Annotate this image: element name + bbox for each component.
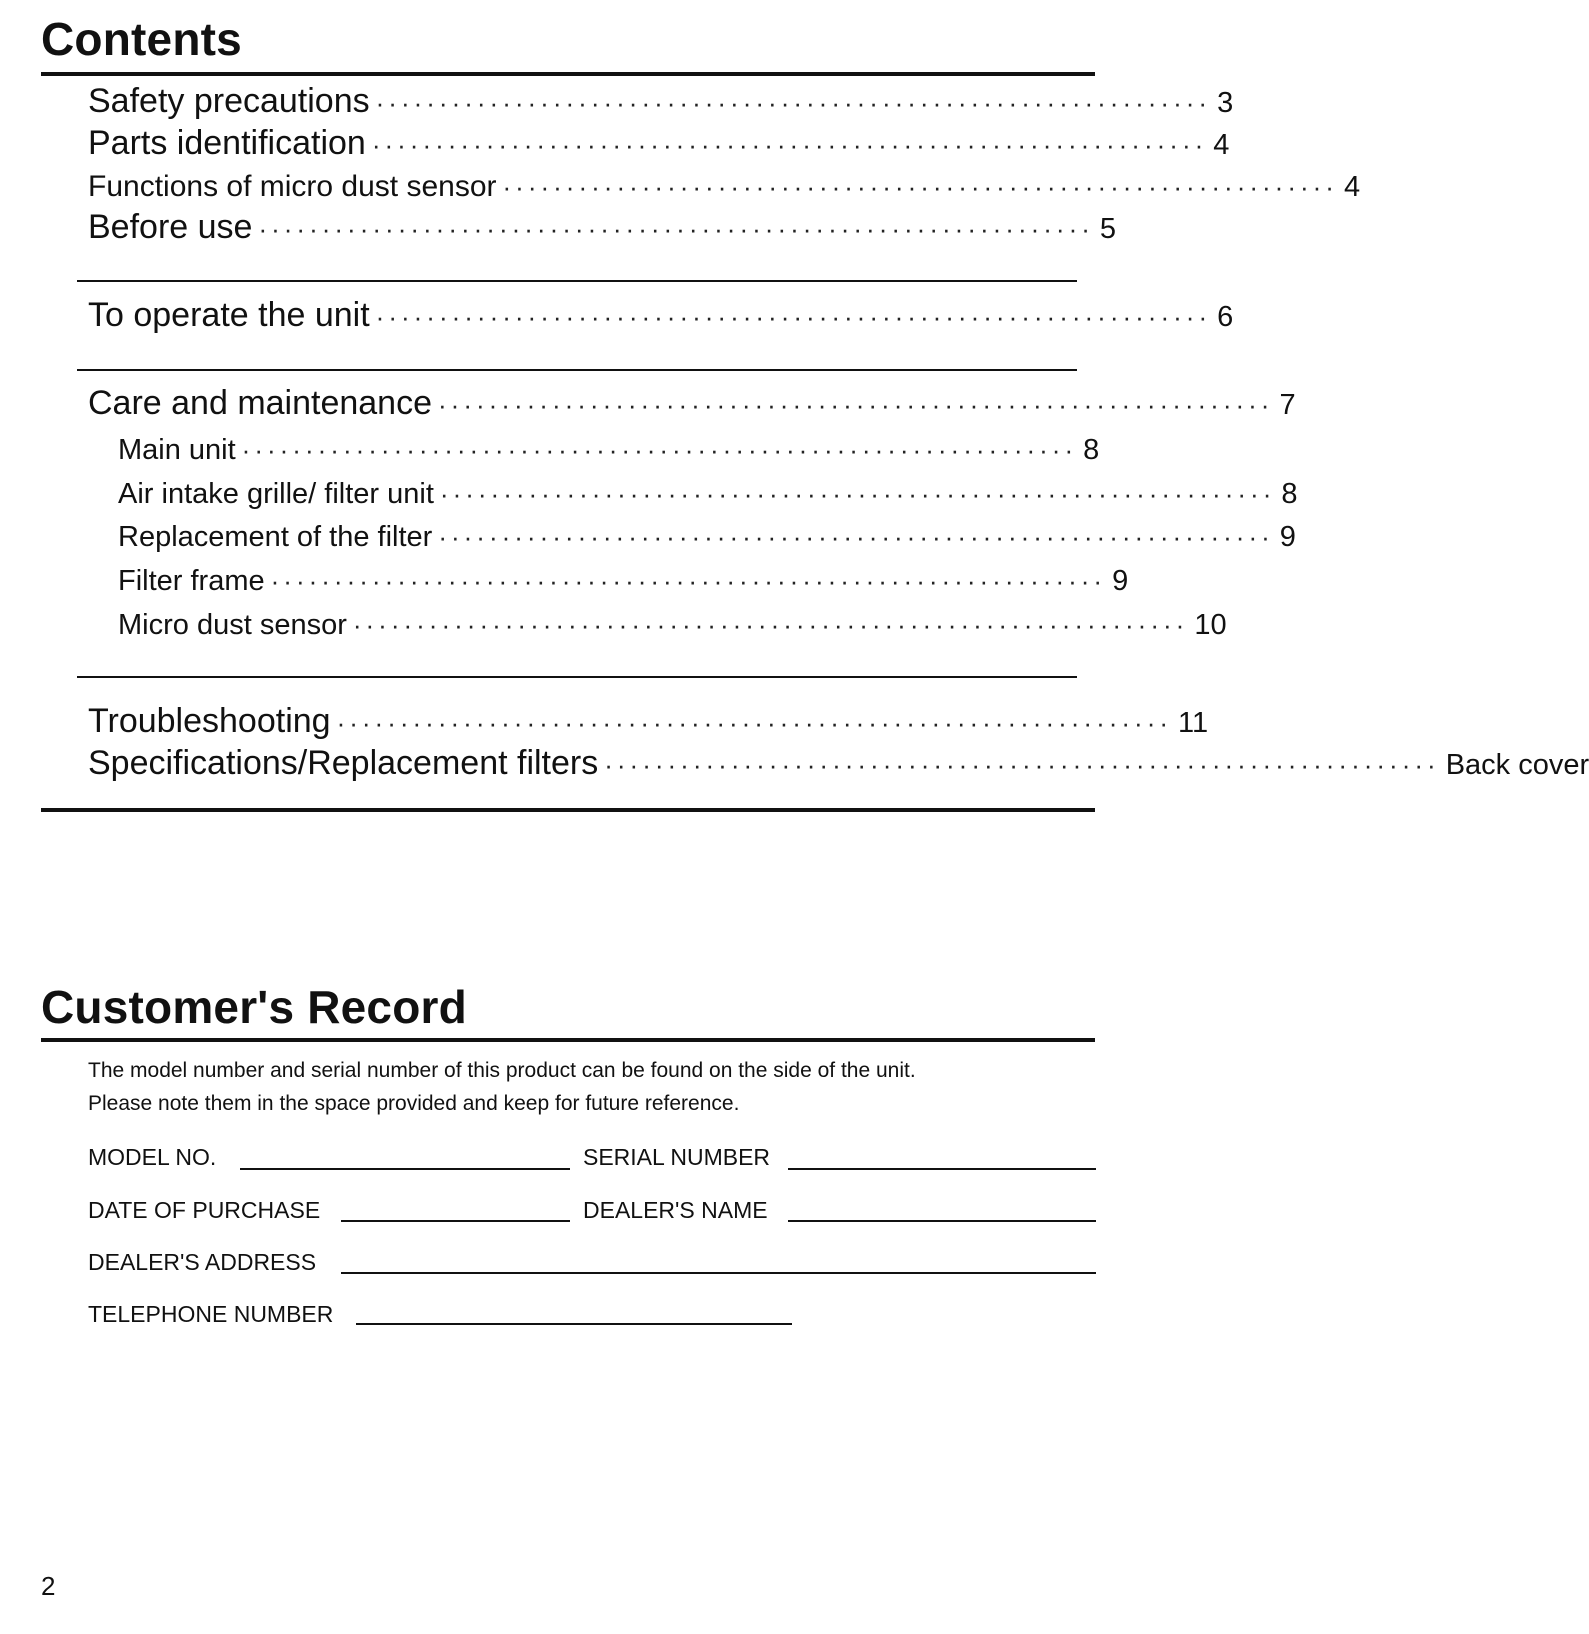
toc-group-divider bbox=[77, 369, 1077, 371]
toc-entry-page: 9 bbox=[1279, 521, 1296, 553]
toc-group-divider bbox=[77, 280, 1077, 282]
toc-entry-functions-micro-dust-sensor[interactable] bbox=[88, 170, 1361, 204]
toc-leader-dots: ·································································· bbox=[375, 88, 1212, 118]
toc-entry-before-use[interactable] bbox=[88, 208, 1117, 247]
toc-leader-dots: ·································································· bbox=[352, 610, 1189, 640]
date-of-purchase-label: DATE OF PURCHASE bbox=[88, 1197, 321, 1223]
toc-entry-page: 7 bbox=[1279, 389, 1296, 421]
dealers-address-field[interactable] bbox=[341, 1272, 1096, 1274]
telephone-number-field[interactable] bbox=[356, 1323, 792, 1325]
toc-entry-care-and-maintenance[interactable] bbox=[88, 384, 1296, 423]
toc-leader-dots: ·································································· bbox=[604, 750, 1440, 780]
toc-entry-filter-frame[interactable] bbox=[118, 565, 1129, 598]
toc-leader-dots: ·································································· bbox=[438, 390, 1274, 420]
toc-entry-title: Before use bbox=[88, 208, 253, 246]
toc-entry-page: 5 bbox=[1099, 213, 1117, 245]
toc-entry-title: Care and maintenance bbox=[88, 384, 433, 422]
toc-leader-dots: ·································································· bbox=[502, 172, 1338, 202]
toc-entry-safety-precautions[interactable] bbox=[88, 82, 1234, 121]
serial-number-field[interactable] bbox=[788, 1168, 1096, 1170]
toc-entry-title: Replacement of the filter bbox=[118, 521, 433, 553]
toc-entry-page: 4 bbox=[1213, 129, 1230, 161]
toc-leader-dots: ·································································· bbox=[336, 708, 1173, 738]
toc-entry-title: Filter frame bbox=[118, 565, 265, 597]
toc-entry-title: Specifications/Replacement filters bbox=[88, 744, 599, 782]
toc-entry-title: Air intake grille/ filter unit bbox=[118, 478, 434, 510]
toc-entry-main-unit[interactable] bbox=[118, 434, 1100, 467]
record-heading: Customer's Record bbox=[41, 981, 467, 1033]
record-intro-line-2: Please note them in the space provided and keep for future reference. bbox=[88, 1092, 740, 1115]
toc-entry-title: Micro dust sensor bbox=[118, 609, 347, 641]
toc-entry-title: To operate the unit bbox=[88, 296, 370, 334]
dealers-name-label: DEALER'S NAME bbox=[583, 1197, 768, 1223]
contents-bottom-rule bbox=[41, 808, 1095, 812]
telephone-number-label: TELEPHONE NUMBER bbox=[88, 1301, 334, 1327]
toc-entry-page: 4 bbox=[1343, 171, 1361, 203]
date-of-purchase-field[interactable] bbox=[341, 1220, 570, 1222]
toc-entry-page: 8 bbox=[1083, 434, 1100, 466]
toc-entry-page: 6 bbox=[1217, 301, 1234, 333]
model-no-label: MODEL NO. bbox=[88, 1144, 217, 1170]
toc-group-divider bbox=[77, 676, 1077, 678]
toc-entry-specifications[interactable] bbox=[88, 744, 1589, 783]
toc-leader-dots: ·································································· bbox=[258, 214, 1094, 244]
record-top-rule bbox=[41, 1038, 1095, 1042]
toc-entry-to-operate-the-unit[interactable] bbox=[88, 296, 1234, 335]
toc-leader-dots: ·································································· bbox=[241, 435, 1078, 465]
dealers-name-field[interactable] bbox=[788, 1220, 1096, 1222]
toc-entry-title: Main unit bbox=[118, 434, 236, 466]
toc-entry-parts-identification[interactable] bbox=[88, 124, 1230, 163]
toc-leader-dots: ·································································· bbox=[439, 479, 1276, 509]
dealers-address-label: DEALER'S ADDRESS bbox=[88, 1249, 317, 1275]
page-number: 2 bbox=[41, 1571, 56, 1601]
toc-entry-air-intake-grille[interactable] bbox=[118, 478, 1298, 511]
toc-entry-title: Functions of micro dust sensor bbox=[88, 170, 497, 203]
serial-number-label: SERIAL NUMBER bbox=[583, 1144, 771, 1170]
toc-leader-dots: ·································································· bbox=[438, 522, 1274, 552]
contents-heading: Contents bbox=[41, 13, 242, 65]
record-intro-line-1: The model number and serial number of this product can be found on the side of the unit. bbox=[88, 1059, 916, 1082]
toc-entry-page: 11 bbox=[1178, 707, 1209, 739]
toc-entry-page: 10 bbox=[1194, 609, 1227, 641]
toc-entry-title: Parts identification bbox=[88, 124, 366, 162]
toc-entry-title: Safety precautions bbox=[88, 82, 370, 120]
toc-entry-page: 8 bbox=[1281, 478, 1298, 510]
toc-entry-page: 9 bbox=[1112, 565, 1129, 597]
toc-leader-dots: ·································································· bbox=[371, 130, 1208, 160]
toc-entry-micro-dust-sensor[interactable] bbox=[118, 609, 1227, 642]
toc-entry-troubleshooting[interactable] bbox=[88, 702, 1209, 741]
toc-entry-page: 3 bbox=[1217, 87, 1234, 119]
toc-entry-title: Troubleshooting bbox=[88, 702, 331, 740]
toc-entry-replacement-of-filter[interactable] bbox=[118, 521, 1296, 554]
toc-leader-dots: ·································································· bbox=[270, 566, 1107, 596]
record-intro bbox=[88, 1054, 1078, 1120]
model-no-field[interactable] bbox=[240, 1168, 570, 1170]
toc-entry-page: Back cover bbox=[1445, 749, 1589, 781]
contents-top-rule bbox=[41, 72, 1095, 76]
toc-leader-dots: ·································································· bbox=[375, 302, 1212, 332]
